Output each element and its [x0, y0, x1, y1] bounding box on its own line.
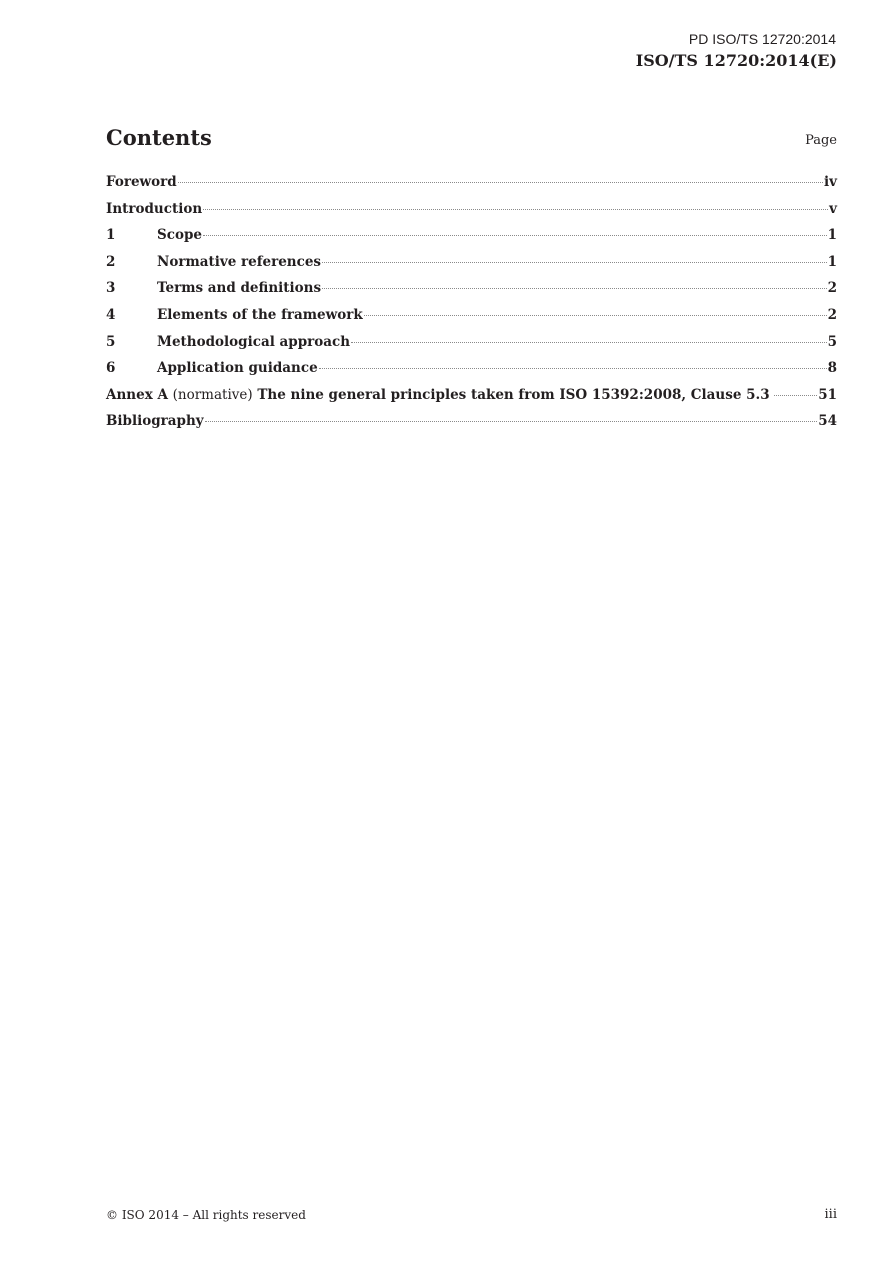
dot-leader — [364, 314, 827, 316]
toc-entry-terms-and-definitions[interactable] — [106, 280, 837, 307]
toc-number: 3 — [106, 280, 116, 297]
toc-entry-scope[interactable] — [106, 227, 837, 254]
toc-page: 54 — [818, 413, 837, 430]
dot-leader — [319, 367, 827, 369]
toc-entry-normative-references[interactable] — [106, 254, 837, 281]
toc-number: 6 — [106, 360, 116, 377]
toc-label: Foreword — [106, 174, 177, 190]
dot-leader — [322, 261, 827, 263]
table-of-contents — [106, 174, 837, 440]
toc-entry-annex-a[interactable] — [106, 387, 837, 414]
toc-label: Bibliography — [106, 413, 204, 430]
toc-entry-bibliography[interactable] — [106, 413, 837, 440]
toc-label: Terms and definitions — [157, 280, 322, 297]
toc-page: iv — [824, 174, 837, 190]
toc-label: Application guidance — [157, 360, 318, 377]
toc-label: Methodological approach — [157, 333, 351, 350]
toc-page: 2 — [827, 280, 837, 297]
toc-entry-elements-of-framework[interactable] — [106, 307, 837, 334]
dot-leader — [322, 287, 827, 289]
dot-leader — [178, 181, 823, 183]
toc-page: 5 — [827, 333, 837, 350]
toc-entry-methodological-approach[interactable] — [106, 334, 837, 361]
toc-label: Scope — [157, 227, 203, 244]
toc-page: 1 — [827, 253, 837, 270]
toc-label: Introduction — [106, 200, 203, 217]
toc-number: 2 — [106, 253, 116, 270]
dot-leader — [774, 394, 818, 396]
toc-number: 1 — [106, 227, 116, 244]
toc-entry-introduction[interactable] — [106, 201, 837, 228]
standard-id-header: ISO/TS 12720:2014(E) — [635, 51, 837, 70]
toc-entry-application-guidance[interactable] — [106, 360, 837, 387]
page-number: iii — [824, 1207, 837, 1222]
toc-entry-foreword[interactable] — [106, 174, 837, 201]
toc-page: 1 — [827, 227, 837, 244]
toc-annex-prefix: Annex A — [106, 386, 168, 403]
toc-annex-note: (normative) — [172, 386, 253, 403]
contents-title: Contents — [106, 125, 212, 150]
dot-leader — [205, 420, 818, 422]
toc-page: 2 — [827, 306, 837, 323]
copyright-notice: © ISO 2014 – All rights reserved — [106, 1208, 306, 1222]
page-column-label: Page — [805, 133, 837, 148]
dot-leader — [203, 208, 828, 210]
toc-page: v — [829, 200, 837, 217]
toc-number: 5 — [106, 333, 116, 350]
document-id-header: PD ISO/TS 12720:2014 — [688, 31, 836, 47]
dot-leader — [203, 234, 827, 236]
toc-label: Elements of the framework — [157, 306, 363, 323]
dot-leader — [351, 341, 827, 343]
toc-page: 51 — [818, 386, 837, 403]
toc-page: 8 — [827, 360, 837, 377]
toc-label: Normative references — [157, 253, 322, 270]
toc-number: 4 — [106, 306, 116, 323]
toc-label: The nine general principles taken from ISO 15392:2008, Clause 5.3 — [257, 386, 770, 403]
